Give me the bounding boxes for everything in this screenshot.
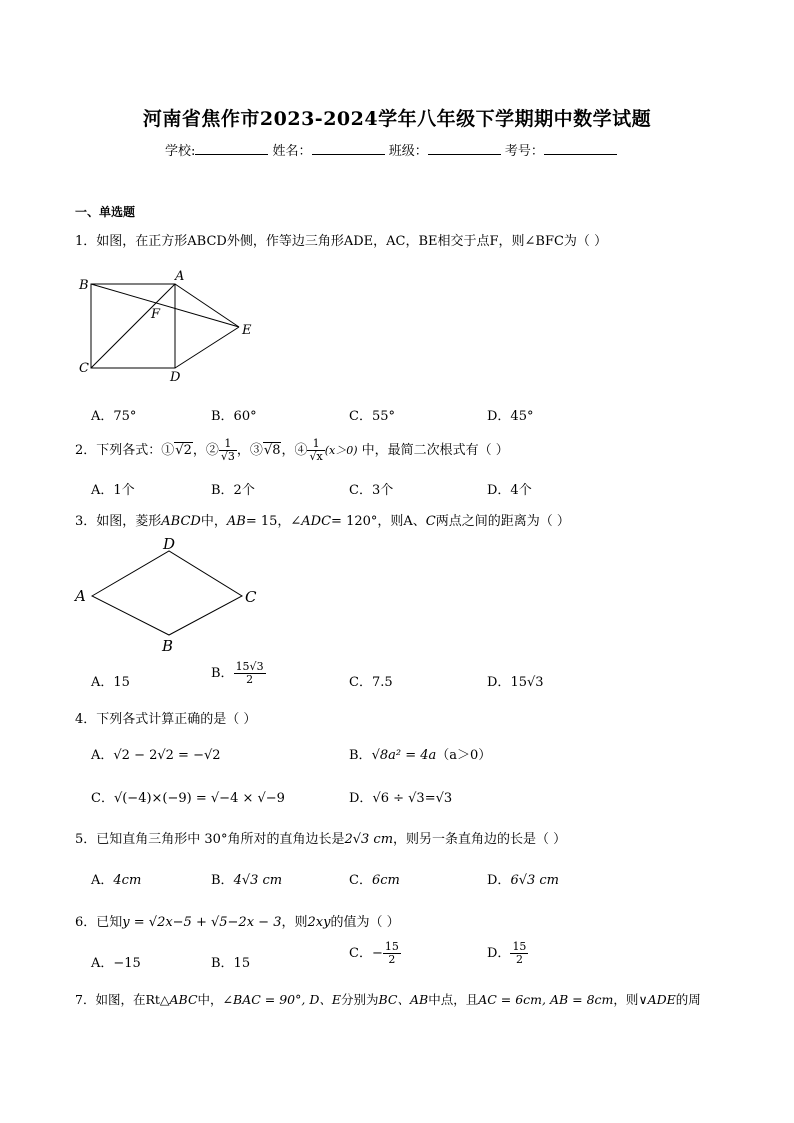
question-1-option-a[interactable]: A．75° <box>91 409 137 424</box>
q2-mark-4: ，④ <box>281 443 308 458</box>
label-d: D <box>170 370 181 382</box>
class-blank <box>428 142 501 155</box>
q5-text-1: 5．已知直角三角形中 30°角所对的直角边长是 <box>75 832 345 847</box>
question-5-stem <box>75 828 566 847</box>
question-3-stem <box>75 510 570 529</box>
q6-text-2: ，则 <box>281 915 308 930</box>
question-4-stem: 4．下列各式计算正确的是（ ） <box>75 712 257 727</box>
label-e: E <box>242 323 252 338</box>
question-3-figure <box>72 535 272 657</box>
q5-d-label: D． <box>487 873 511 888</box>
question-5-option-b[interactable] <box>211 869 282 888</box>
label-d: D <box>163 535 176 553</box>
q4-b-label: B． <box>349 748 372 763</box>
question-2-option-d[interactable]: D．4个 <box>487 483 532 498</box>
question-5-option-a[interactable] <box>91 869 141 888</box>
q3-b-fraction: $\frac{15√3}{2}$ <box>235 660 264 686</box>
question-2-stem <box>75 438 509 463</box>
q6-c-label: C． <box>349 946 372 961</box>
question-2-option-c[interactable]: C．3个 <box>349 483 394 498</box>
question-4-option-d[interactable] <box>349 787 452 806</box>
q6-c-sign: − <box>371 946 383 961</box>
q7-lengths: AC = 6cm, AB = 8cm <box>478 992 614 1007</box>
q7-text-6: 的周 <box>675 992 701 1007</box>
q4-a-expr: √2 − 2√2 = −√2 <box>113 748 221 763</box>
q3-b-label: B． <box>211 666 234 681</box>
q4-b-expr: √8a² = 4a <box>371 748 437 763</box>
q3-angle: ∠ADC <box>290 514 332 529</box>
question-6-option-a[interactable]: A．−15 <box>91 956 141 971</box>
page-title: 河南省焦作市2023-2024学年八年级下学期期中数学试题 <box>142 108 652 130</box>
q6-d-fraction: $\frac{15}{2}$ <box>512 940 527 966</box>
label-c: C <box>79 361 89 376</box>
question-5-option-d[interactable] <box>487 869 559 888</box>
q2-expr-3: √8 <box>263 443 281 458</box>
question-4-option-b[interactable] <box>349 744 491 763</box>
q2-prefix: 2．下列各式： <box>75 443 162 458</box>
question-6-stem <box>75 911 400 930</box>
question-1-stem: 1．如图，在正方形ABCD外侧，作等边三角形ADE，AC，BE相交于点F，则∠BFC为（ ） <box>75 234 608 249</box>
exam-no-label: 考号： <box>504 144 544 159</box>
name-label: 姓名： <box>272 144 312 159</box>
q5-b-label: B． <box>211 873 234 888</box>
label-a: A <box>75 587 86 605</box>
label-b: B <box>162 637 174 655</box>
q3-text-2: 中， <box>200 514 227 529</box>
rhombus-abcd <box>92 551 242 635</box>
question-4-option-c[interactable] <box>91 787 285 806</box>
q6-equation: y = √2x−5 + √5−2x − 3 <box>122 915 282 930</box>
q3-d-label: D． <box>487 675 511 690</box>
q7-text-2: 中， <box>197 992 223 1007</box>
q5-c-label: C． <box>349 873 372 888</box>
school-blank <box>195 142 268 155</box>
q4-d-expr: √6 ÷ √3=√3 <box>372 791 453 806</box>
q3-text-3: = 120°，则A、 <box>331 514 426 529</box>
q3-ab-value: = 15， <box>245 514 291 529</box>
label-c: C <box>245 588 257 606</box>
q5-a-value: 4cm <box>113 873 142 888</box>
question-6-option-c[interactable] <box>349 941 401 966</box>
q7-ade: ∨ADE <box>638 992 676 1007</box>
q3-abcd: ABCD <box>161 514 201 529</box>
q4-a-label: A． <box>91 748 114 763</box>
q4-c-expr: √(−4)×(−9) = √−4 × √−9 <box>113 791 285 806</box>
question-4-option-a[interactable] <box>91 744 221 763</box>
label-a: A <box>175 269 185 284</box>
q6-c-fraction: $\frac{15}{2}$ <box>384 940 399 966</box>
q7-sides: BC、AB <box>378 992 429 1007</box>
q2-expr-1: √2 <box>175 443 192 458</box>
q5-d-value: 6√3 cm <box>510 873 560 888</box>
question-1-figure <box>72 262 262 382</box>
q7-angle: ∠BAC = 90°, D、E <box>222 992 341 1007</box>
q2-mark-2: ，② <box>192 443 219 458</box>
q5-text-2: ，则另一条直角边的长是（ ） <box>393 832 567 847</box>
question-1-option-d[interactable]: D．45° <box>487 409 534 424</box>
question-6-option-b[interactable]: B．15 <box>211 956 251 971</box>
q5-b-value: 4√3 cm <box>233 873 283 888</box>
q4-d-label: D． <box>349 791 373 806</box>
q3-text-1: 3．如图，菱形 <box>75 514 162 529</box>
q2-expr-2: $\frac{1}{√3}$ <box>220 437 235 463</box>
question-1-option-c[interactable]: C．55° <box>349 409 395 424</box>
label-f: F <box>151 307 161 322</box>
class-label: 班级： <box>388 144 428 159</box>
q7-abc: ABC <box>169 992 198 1007</box>
school-label: 学校: <box>165 144 196 159</box>
question-7-stem <box>75 990 701 1008</box>
name-blank <box>312 142 385 155</box>
q3-c: C <box>425 514 436 529</box>
q2-expr-4: $\frac{1}{√x}$ <box>309 437 323 463</box>
question-3-option-b[interactable] <box>211 661 266 686</box>
q3-ab: AB <box>226 514 246 529</box>
q7-text-4: 中点，且 <box>428 992 479 1007</box>
q7-text-5: ，则 <box>613 992 639 1007</box>
q4-b-condition: （a＞0） <box>436 748 492 763</box>
question-3-option-c[interactable]: C．7.5 <box>349 675 393 690</box>
q2-mark-1: ① <box>161 443 175 458</box>
q6-d-label: D． <box>487 946 511 961</box>
segment-de <box>175 327 239 368</box>
question-1-option-b[interactable]: B．60° <box>211 409 257 424</box>
exam-no-blank <box>544 142 617 155</box>
student-info-line <box>165 140 617 159</box>
q2-mark-3: ，③ <box>236 443 263 458</box>
question-3-option-d[interactable] <box>487 671 544 690</box>
q7-text-1: 7．如图，在Rt△ <box>75 992 170 1007</box>
q6-text-1: 6．已知 <box>75 915 123 930</box>
q2-condition: (x＞0) <box>324 444 358 457</box>
q4-c-label: C． <box>91 791 114 806</box>
question-6-option-d[interactable] <box>487 941 528 966</box>
q6-text-3: 的值为（ ） <box>330 915 400 930</box>
q3-d-value: 15√3 <box>510 675 544 690</box>
section-title: 一、单选题 <box>75 205 136 219</box>
q7-text-3: 分别为 <box>340 992 379 1007</box>
q5-c-value: 6cm <box>371 873 400 888</box>
q5-a-label: A． <box>91 873 114 888</box>
q6-expr: 2xy <box>307 915 331 930</box>
q2-suffix: 中，最简二次根式有（ ） <box>361 443 509 458</box>
segment-ae <box>175 284 239 327</box>
question-2-option-a[interactable]: A．1个 <box>91 483 135 498</box>
question-2-option-b[interactable]: B．2个 <box>211 483 255 498</box>
q5-length: 2√3 cm <box>344 832 394 847</box>
question-3-option-a[interactable]: A．15 <box>91 675 130 690</box>
q3-text-4: 两点之间的距离为（ ） <box>435 514 570 529</box>
question-5-option-c[interactable] <box>349 869 400 888</box>
label-b: B <box>79 278 89 293</box>
segment-be <box>91 284 239 327</box>
